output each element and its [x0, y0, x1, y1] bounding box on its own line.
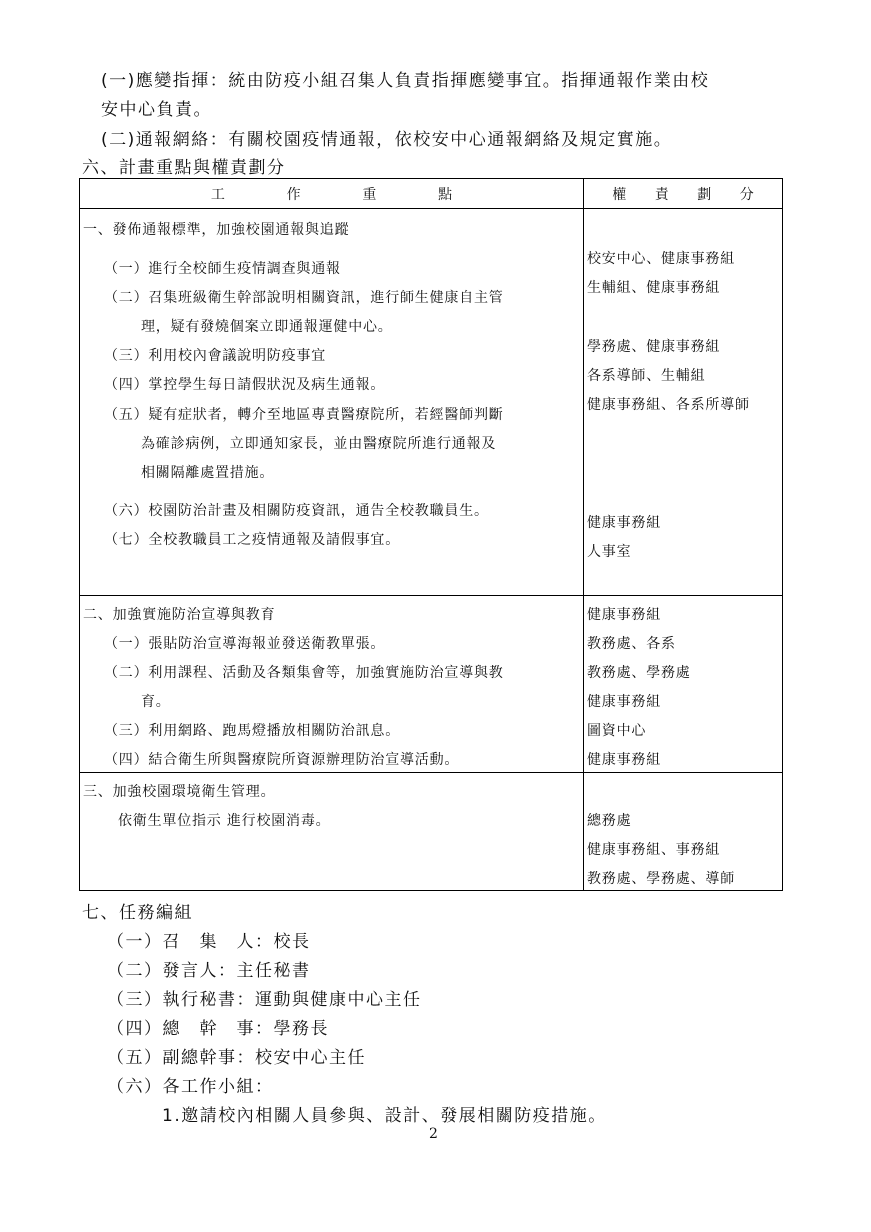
- page-number: 2: [429, 1126, 438, 1142]
- list-item: （七）全校教職員工之疫情通報及請假事宜。: [104, 532, 400, 548]
- list-item: （五）疑有症狀者，轉介至地區專責醫療院所，若經醫師判斷: [104, 407, 504, 423]
- resp-item: 健康事務組: [587, 515, 661, 531]
- resp-item: 生輔組、健康事務組: [587, 280, 721, 296]
- list-item: （三）利用網路、跑馬燈播放相關防治訊息。: [104, 723, 400, 739]
- table-row: [80, 596, 783, 773]
- header-char: 點: [438, 186, 453, 203]
- list-item: （四）結合衛生所與醫療院所資源辦理防治宣導活動。: [104, 752, 460, 768]
- resp-item: 教務處、學務處、導師: [587, 871, 735, 887]
- block1-work: [80, 209, 584, 596]
- resp-item: 圖資中心: [587, 723, 647, 739]
- resp-item: 健康事務組: [587, 694, 661, 710]
- table-header-row: [80, 179, 783, 209]
- intro-line-1: (一)應變指揮：統由防疫小組召集人負責指揮應變事宜。指揮通報作業由校: [101, 71, 710, 91]
- list-item: （四）掌控學生每日請假狀況及病生通報。: [104, 377, 386, 393]
- resp-item: 健康事務組、各系所導師: [587, 397, 750, 413]
- resp-item: 教務處、各系: [587, 636, 676, 652]
- header-char: 責: [654, 186, 669, 203]
- header-char: 分: [739, 186, 754, 203]
- header-work-focus: [80, 179, 584, 209]
- resp-item: 健康事務組: [587, 607, 661, 623]
- resp-item: 校安中心、健康事務組: [587, 251, 735, 267]
- section-6-title: 六、計畫重點與權責劃分: [82, 158, 286, 178]
- block3-resp: [584, 773, 783, 891]
- header-char: 權: [612, 186, 627, 203]
- list-item: （二）召集班級衛生幹部說明相關資訊，進行師生健康自主管: [104, 290, 504, 306]
- list-item: （三）利用校內會議說明防疫事宜: [104, 348, 326, 364]
- list-item: （一）召 集 人：校長: [107, 932, 311, 952]
- block3-title: 三、加強校園環境衛生管理。: [83, 784, 276, 800]
- intro-line-2: 安中心負責。: [101, 100, 212, 120]
- list-item: （六）校園防治計畫及相關防疫資訊，通告全校教職員生。: [104, 503, 489, 519]
- block2-work: [80, 596, 584, 773]
- section-7-title: 七、任務編組: [82, 903, 193, 923]
- list-item: 依衛生單位指示 進行校園消毒。: [118, 813, 331, 829]
- list-item: 育。: [141, 694, 171, 710]
- table-row: [80, 209, 783, 596]
- block1-resp: [584, 209, 783, 596]
- resp-item: 人事室: [587, 544, 632, 560]
- resp-item: 健康事務組、事務組: [587, 842, 721, 858]
- block2-resp: [584, 596, 783, 773]
- header-char: 作: [286, 186, 301, 203]
- header-char: 重: [362, 186, 377, 203]
- list-item: 理，疑有發燒個案立即通報運健中心。: [141, 319, 393, 335]
- table-row: [80, 773, 783, 891]
- list-item: （一）進行全校師生疫情調查與通報: [104, 261, 341, 277]
- list-item: （三）執行秘書：運動與健康中心主任: [107, 990, 422, 1010]
- list-item: （五）副總幹事：校安中心主任: [107, 1048, 366, 1068]
- resp-item: 學務處、健康事務組: [587, 339, 721, 355]
- header-char: 工: [210, 186, 225, 203]
- resp-item: 總務處: [587, 813, 632, 829]
- list-item: （二）利用課程、活動及各類集會等，加強實施防治宣導與教: [104, 665, 504, 681]
- resp-item: 教務處、學務處: [587, 665, 691, 681]
- block2-title: 二、加強實施防治宣導與教育: [83, 607, 276, 623]
- list-item: 為確診病例，立即通知家長，並由醫療院所進行通報及: [141, 436, 497, 452]
- list-item: （四）總 幹 事：學務長: [107, 1019, 329, 1039]
- resp-item: 各系導師、生輔組: [587, 368, 706, 384]
- block3-work: [80, 773, 584, 891]
- header-responsibility: [584, 179, 783, 209]
- intro-line-3: (二)通報網絡：有關校園疫情通報，依校安中心通報網絡及規定實施。: [101, 130, 673, 150]
- header-char: 劃: [697, 186, 712, 203]
- list-item: （六）各工作小組：: [107, 1077, 274, 1097]
- block1-title: 一、發佈通報標準，加強校園通報與追蹤: [83, 222, 350, 238]
- list-item: （二）發言人：主任秘書: [107, 961, 311, 981]
- resp-item: 健康事務組: [587, 752, 661, 768]
- list-item: （一）張貼防治宣導海報並發送衛教單張。: [104, 636, 386, 652]
- responsibility-table: [79, 178, 783, 891]
- list-item: 相關隔離處置措施。: [141, 465, 275, 481]
- sub-list-item: 1.邀請校內相關人員參與、設計、發展相關防疫措施。: [162, 1106, 607, 1126]
